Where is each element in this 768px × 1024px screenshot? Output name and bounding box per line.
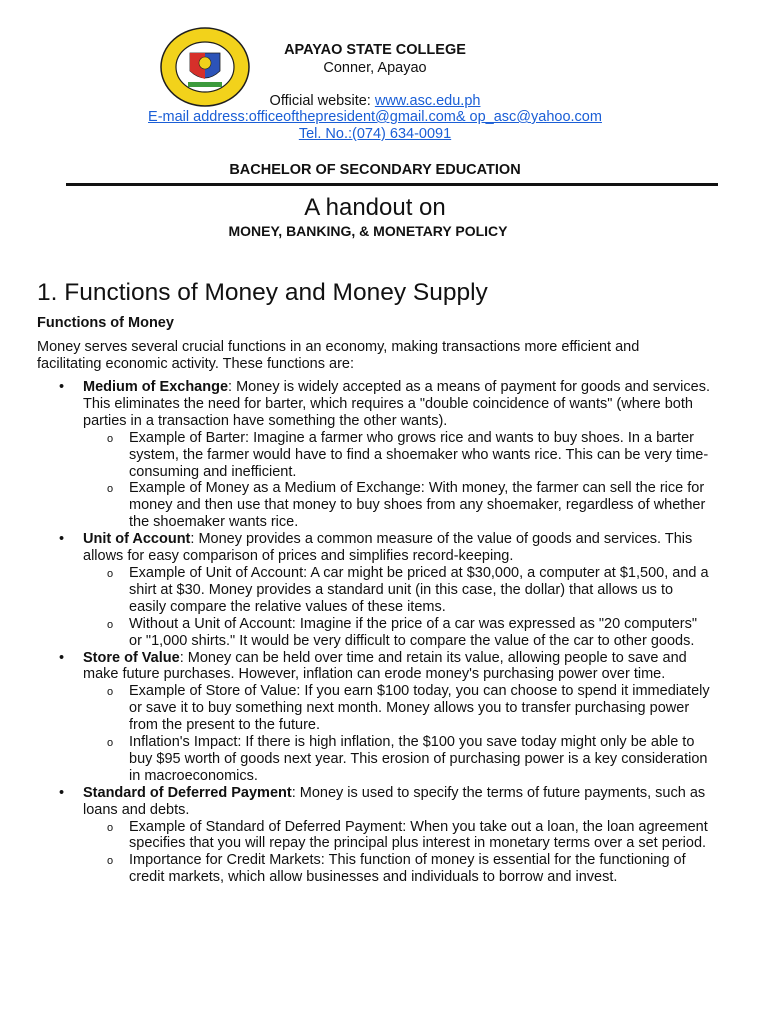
sub-item-text: Inflation's Impact: If there is high inflation, the $100 you save today might only be able to buy $95 worth of goods next year. This erosion of purchasing power is a key consideration in macroeconomics. xyxy=(129,734,708,784)
sub-list-item xyxy=(107,683,713,734)
sub-list xyxy=(83,565,713,650)
sub-item-text: Example of Unit of Account: A car might be priced at $30,000, a computer at $1,500, and a shirt at $30. Money provides a standard unit (in this case, the dollar) that allows us to easily compare the relative values of these items. xyxy=(129,564,709,615)
sub-list-item xyxy=(107,564,713,616)
circle-bullet-icon: o xyxy=(107,821,114,834)
sub-list-item xyxy=(107,818,713,853)
item-term: Standard of Deferred Payment xyxy=(83,784,292,801)
handout-title: A handout on xyxy=(304,194,446,221)
sub-item-text: Example of Money as a Medium of Exchange: With money, the farmer can sell the rice for money and then use that money to buy shoes from any shoemaker, regardless of whether the shoemaker wants rice. xyxy=(129,480,706,531)
website-line xyxy=(0,93,750,110)
item-term: Medium of Exchange xyxy=(83,379,229,395)
website-link[interactable]: www.asc.edu.ph xyxy=(374,93,481,109)
circle-bullet-icon: o xyxy=(107,737,114,750)
circle-bullet-icon: o xyxy=(107,483,114,496)
subheading: Functions of Money xyxy=(37,315,174,331)
handout-subtitle: MONEY, BANKING, & MONETARY POLICY xyxy=(228,223,508,239)
list-item xyxy=(59,784,713,886)
sub-list xyxy=(83,683,713,784)
header-divider xyxy=(66,183,718,186)
bullet-icon: • xyxy=(59,379,65,395)
circle-bullet-icon: o xyxy=(107,855,114,868)
bullet-icon: • xyxy=(59,531,65,548)
sub-list-item xyxy=(107,852,713,886)
sub-list xyxy=(83,819,713,887)
circle-bullet-icon: o xyxy=(107,432,114,445)
item-text: : Money is used to specify the terms of future payments, such as loans and debts. xyxy=(83,784,706,818)
website-label: Official website: xyxy=(269,93,375,109)
functions-list xyxy=(59,379,713,886)
item-text: : Money can be held over time and retain its value, allowing people to save and make future purchases. However, inflation can erode money's purchasing power over time. xyxy=(83,649,687,683)
sub-list-item xyxy=(107,429,713,481)
circle-bullet-icon: o xyxy=(107,567,114,580)
sub-list-item xyxy=(107,615,713,650)
bullet-icon: • xyxy=(59,649,65,666)
item-term: Store of Value xyxy=(83,649,180,666)
sub-item-text: Example of Standard of Deferred Payment: When you take out a loan, the loan agreement specifies that you will repay the principal plus interest in monetary terms over a set period. xyxy=(129,818,708,852)
sub-list-item xyxy=(107,480,713,531)
college-location: Conner, Apayao xyxy=(323,60,427,76)
sub-list xyxy=(83,430,713,531)
intro-paragraph: Money serves several crucial functions in an economy, making transactions more efficient and facilitating economic activity. These functions are: xyxy=(37,339,640,372)
list-item xyxy=(59,531,713,649)
telephone-link[interactable]: Tel. No.:(074) 634-0091 xyxy=(298,126,452,142)
sub-item-text: Example of Barter: Imagine a farmer who grows rice and wants to buy shoes. In a barter system, the farmer would have to find a shoemaker who wants rice. This can be very time-consuming and inefficient. xyxy=(129,429,709,480)
sub-list-item xyxy=(107,734,713,785)
bullet-icon: • xyxy=(59,784,65,801)
circle-bullet-icon: o xyxy=(107,686,114,699)
circle-bullet-icon: o xyxy=(107,618,114,631)
sub-item-text: Importance for Credit Markets: This function of money is essential for the functioning of credit markets, which allow businesses and individuals to borrow and invest. xyxy=(129,852,686,886)
list-item xyxy=(59,649,713,785)
sub-item-text: Without a Unit of Account: Imagine if the price of a car was expressed as "20 computers" or "1,000 shirts." It would be very difficult to compare the value of the car to other goods. xyxy=(129,615,698,649)
college-name: APAYAO STATE COLLEGE xyxy=(284,42,466,58)
item-text: : Money provides a common measure of the value of goods and services. This allows for easy comparison of prices and simplifies record-keeping. xyxy=(83,531,693,565)
list-item xyxy=(59,379,713,531)
sub-item-text: Example of Store of Value: If you earn $100 today, you can choose to spend it immediately or save it to buy something next month. Money allows you to transfer purchasing power from the present to the future. xyxy=(129,683,710,734)
item-text: : Money is widely accepted as a means of payment for goods and services. This eliminates the need for barter, which requires a "double coincidence of wants" (where both parties in a transaction have something the other wants). xyxy=(83,379,711,429)
email-link[interactable]: E-mail address:officeofthepresident@gmail.com& op_asc@yahoo.com xyxy=(148,109,602,125)
item-term: Unit of Account xyxy=(83,531,191,548)
program-name: BACHELOR OF SECONDARY EDUCATION xyxy=(229,162,521,178)
section-title: 1. Functions of Money and Money Supply xyxy=(37,279,488,306)
